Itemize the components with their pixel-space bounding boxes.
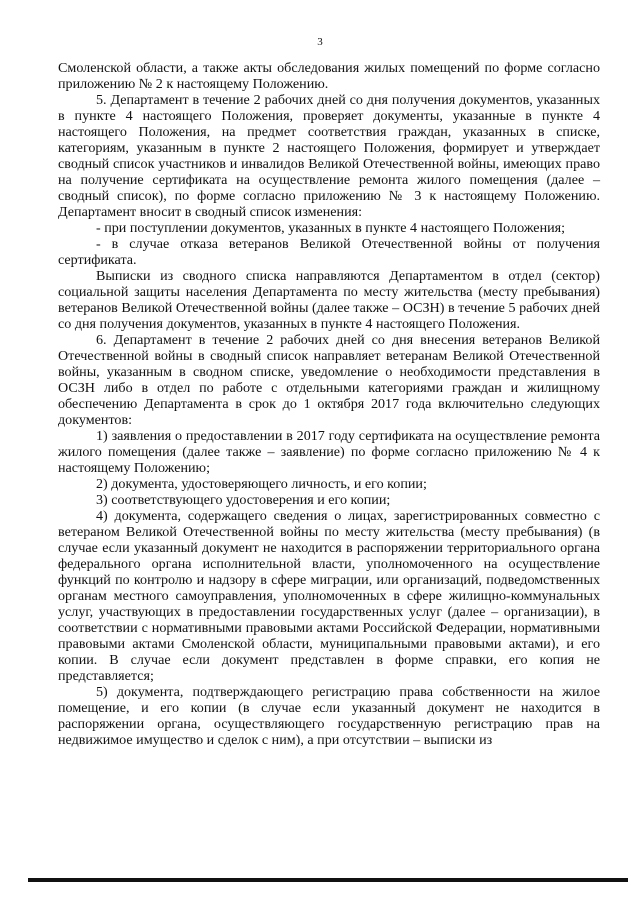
page-number: 3 (317, 36, 323, 48)
document-body (58, 60, 600, 748)
paragraph: 6. Департамент в течение 2 рабочих дней со дня внесения ветеранов Великой Отечественной войны в сводный список направляет ветеранам Великой Отечественной войны, указанным в сводном списке, уведомление о необходимости представления в ОСЗН либо в отдел по работе с отдельными категориями граждан и жилищному обеспечению Департамента в срок до 1 октября 2017 года включительно следующих документов: (58, 332, 600, 428)
paragraph: Смоленской области, а также акты обследования жилых помещений по форме согласно приложению № 2 к настоящему Положению. (58, 60, 600, 92)
paragraph: 2) документа, удостоверяющего личность, и его копии; (96, 476, 427, 492)
paragraph: 1) заявления о предоставлении в 2017 году сертификата на осуществление ремонта жилого помещения (далее также – заявление) по форме согласно приложению № 4 к настоящему Положению; (58, 428, 600, 476)
paragraph: - при поступлении документов, указанных в пункте 4 настоящего Положения; (96, 220, 566, 236)
paragraph: 5. Департамент в течение 2 рабочих дней со дня получения документов, указанных в пункте 4 настоящего Положения, проверяет документы, указанные в пункте 4 настоящего Положения, на предмет соответствия граждан, указанных в списке, категориям, указанным в пункте 2 настоящего Положения, формирует и утверждает сводный список участников и инвалидов Великой Отечественной войны, имеющих право на получение сертификата на осуществление ремонта жилого помещения (далее – сводный список), по форме согласно приложению № 3 к настоящему Положению. Департамент вносит в сводный список изменения: (58, 92, 600, 220)
bottom-rule (28, 878, 628, 882)
paragraph: Выписки из сводного списка направляются Департаментом в отдел (сектор) социальной защиты населения Департамента по месту жительства (месту пребывания) ветеранов Великой Отечественной войны (далее также – ОСЗН) в течение 5 рабочих дней со дня получения документов, указанных в пункте 4 настоящего Положения. (58, 268, 600, 332)
paragraph: 5) документа, подтверждающего регистрацию права собственности на жилое помещение, и его копии (в случае если указанный документ не находится в распоряжении органа, осуществляющего государственную регистрацию прав на недвижимое имущество и сделок с ним), а при отсутствии – выписки из (58, 684, 600, 748)
paragraph: 3) соответствующего удостоверения и его копии; (96, 492, 391, 508)
paragraph: - в случае отказа ветеранов Великой Отечественной войны от получения сертификата. (58, 236, 600, 268)
paragraph: 4) документа, содержащего сведения о лицах, зарегистрированных совместно с ветераном Великой Отечественной войны по месту жительства (месту пребывания) (в случае если указанный документ не находится в распоряжении территориального органа федерального органа исполнительной власти, уполномоченного на осуществление функций по контролю и надзору в сфере миграции, или организаций, подведомственных органам местного самоуправления, уполномоченных в сфере жилищно-коммунальных услуг, участвующих в предоставлении государственных услуг (далее – организации), в соответствии с нормативными правовыми актами Российской Федерации, нормативными правовыми актами Смоленской области, муниципальными правовыми актами), и его копии. В случае если документ представлен в форме справки, его копия не представляется; (58, 508, 600, 684)
